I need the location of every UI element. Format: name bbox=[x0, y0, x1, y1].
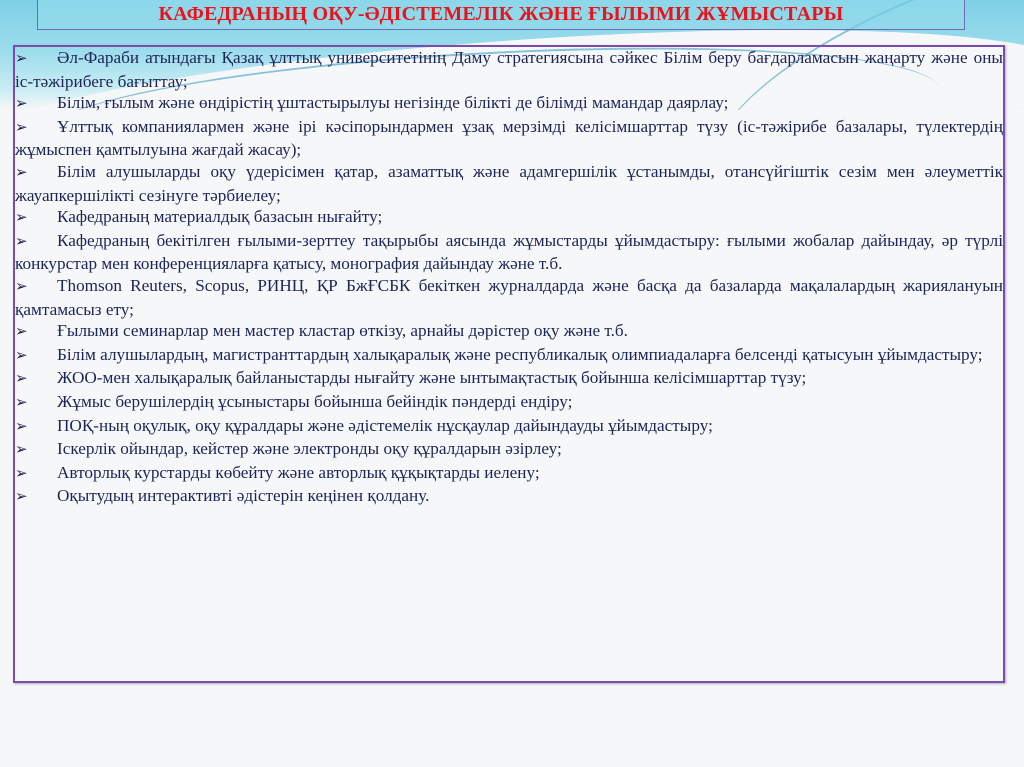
list-item-text: Іскерлік ойындар, кейстер және электронды оқу құралдарын әзірлеу; bbox=[57, 439, 562, 459]
arrowhead-bullet-icon: ➢ bbox=[15, 210, 28, 227]
list-item bbox=[15, 344, 1003, 368]
arrowhead-bullet-icon: ➢ bbox=[15, 164, 28, 181]
content-box bbox=[13, 45, 1005, 683]
list-item bbox=[15, 415, 1003, 439]
list-item-text: ПОҚ-ның оқулық, оқу құралдары және әдістемелік нұсқаулар дайындауды ұйымдастыру; bbox=[57, 415, 713, 435]
list-item-text: Кафедраның материалдық базасын нығайту; bbox=[57, 207, 383, 227]
arrowhead-bullet-icon: ➢ bbox=[15, 442, 28, 459]
list-item-text: Білім, ғылым және өндірістің ұштастырылуы негізінде білікті де білімді мамандар даярлау; bbox=[57, 93, 729, 113]
list-item bbox=[15, 438, 1003, 462]
list-item bbox=[15, 367, 1003, 391]
list-item-text: Білім алушылардың, магистранттардың халықаралық және республикалық олимпиадаларға белсенді қатысуын ұйымдастыру; bbox=[57, 344, 983, 364]
bullet-list bbox=[15, 47, 1003, 509]
list-item bbox=[15, 230, 1003, 275]
list-item bbox=[15, 275, 1003, 320]
list-item bbox=[15, 391, 1003, 415]
list-item bbox=[15, 92, 1003, 116]
list-item bbox=[15, 320, 1003, 344]
list-item-text: Оқытудың интерактивті әдістерін кеңінен қолдану. bbox=[57, 486, 430, 506]
list-item-text: Әл-Фараби атындағы Қазақ ұлттық университетінің Даму стратегиясына сәйкес Білім беру бағдарламасын жаңарту және оны іс-тәжірибеге бағыттау; bbox=[15, 48, 1003, 91]
list-item-text: Ғылыми семинарлар мен мастер кластар өткізу, арнайы дәрістер оқу және т.б. bbox=[57, 321, 628, 341]
list-item bbox=[15, 485, 1003, 509]
arrowhead-bullet-icon: ➢ bbox=[15, 465, 28, 482]
list-item-text: Жұмыс берушілердің ұсыныстары бойынша бейіндік пәндерді ендіру; bbox=[57, 391, 573, 411]
arrowhead-bullet-icon: ➢ bbox=[15, 324, 28, 341]
list-item-text: Кафедраның бекітілген ғылыми-зерттеу тақырыбы аясында жұмыстарды ұйымдастыру: ғылыми жобалар дайындау, әр түрлі конкурстар мен конференцияларға қатысу, монография дайындау және т.б. bbox=[15, 230, 1003, 274]
list-item bbox=[15, 206, 1003, 230]
arrowhead-bullet-icon: ➢ bbox=[15, 278, 28, 295]
arrowhead-bullet-icon: ➢ bbox=[15, 489, 28, 506]
arrowhead-bullet-icon: ➢ bbox=[15, 233, 28, 250]
list-item-text: Білім алушыларды оқу үдерісімен қатар, азаматтық және адамгершілік ұстанымды, отансүйгіштік сезім мен әлеуметтік жауапкершілікті сезінуге тәрбиелеу; bbox=[15, 161, 1003, 205]
list-item-text: Ұлттық компаниялармен және ірі кәсіпорындармен ұзақ мерзімді келісімшарттар түзу (іс-тәжірибе базалары, түлектердің жұмыспен қамтылуына жағдай жасау); bbox=[15, 116, 1003, 160]
page-title: КАФЕДРАНЫҢ ОҚУ-ӘДІСТЕМЕЛІК ЖӘНЕ ҒЫЛЫМИ ЖҰМЫСТАРЫ bbox=[158, 3, 844, 25]
arrowhead-bullet-icon: ➢ bbox=[15, 394, 28, 411]
arrowhead-bullet-icon: ➢ bbox=[15, 347, 28, 364]
list-item bbox=[15, 462, 1003, 486]
list-item-text: Thomson Reuters, Scopus, РИНЦ, ҚР БжҒСБК бекіткен журналдарда және басқа да базаларда мақалалардың жариялануын қамтамасыз ету; bbox=[15, 275, 1003, 319]
list-item bbox=[15, 116, 1003, 161]
arrowhead-bullet-icon: ➢ bbox=[15, 371, 28, 388]
arrowhead-bullet-icon: ➢ bbox=[15, 418, 28, 435]
list-item bbox=[15, 161, 1003, 206]
list-item bbox=[15, 47, 1003, 92]
arrowhead-bullet-icon: ➢ bbox=[15, 96, 28, 113]
title-box bbox=[37, 0, 965, 30]
list-item-text: Авторлық курстарды көбейту және авторлық құқықтарды иелену; bbox=[57, 462, 540, 482]
arrowhead-bullet-icon: ➢ bbox=[15, 119, 28, 136]
list-item-text: ЖОО-мен халықаралық байланыстарды нығайту және ынтымақтастық бойынша келісімшарттар түзу; bbox=[57, 368, 807, 388]
arrowhead-bullet-icon: ➢ bbox=[15, 51, 28, 67]
